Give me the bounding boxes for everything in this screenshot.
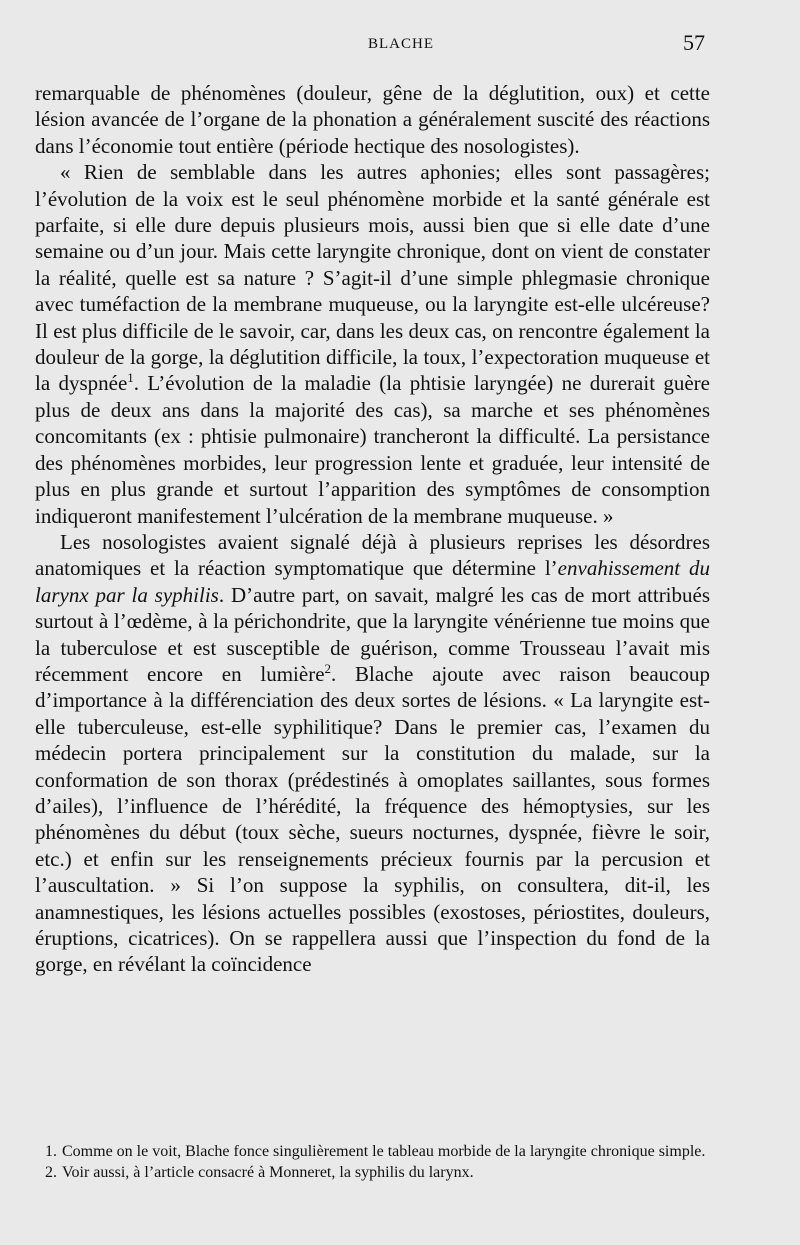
footnote-marker-2: 2 xyxy=(324,660,332,676)
paragraph-3-text-a: Les nosologistes avaient signalé déjà à plusieurs reprises les désordres anatomiques et la réaction symptomatique que détermine l’ xyxy=(35,529,710,581)
paragraph-3-emphasis: envahissement du larynx par la syphilis xyxy=(35,556,710,607)
paragraph-1: remarquable de phénomènes (douleur, gêne de la déglutition, oux) et cette lésion avancée de l’organe de la phonation a généralement suscité des réactions dans l’économie tout entière (période hectique des nosologistes). xyxy=(35,81,710,158)
footnote-marker-1: 1 xyxy=(127,370,134,386)
footnote-2-text: Voir aussi, à l’article consacré à Monneret, la syphilis du larynx. xyxy=(62,1164,474,1181)
paragraph-3-text-b: . D’autre part, on savait, malgré les cas de mort attribués surtout à l’œdème, à la périchondrite, que la laryngite vénérienne tue moins que la tuberculose et est susceptible de guérison, comme Trousseau l’avait mis récemment encore en lumière xyxy=(35,582,711,686)
page-header xyxy=(35,0,710,80)
main-text xyxy=(35,80,710,978)
paragraph-3 xyxy=(35,529,710,978)
paragraph-2-text-b: . L’évolution de la maladie (la phtisie laryngée) ne durerait guère plus de deux ans dans la majorité des cas), sa marche et ses phénomènes concomitants (ex : phtisie pulmonaire) trancheront la difficulté. La persistance des phénomènes morbides, leur progression lente et graduée, leur intensité de plus en plus grande et surtout l’apparition des symptômes de consomption indiqueront manifestement l’ulcération de la membrane muqueuse. » xyxy=(35,371,710,528)
footnote-1 xyxy=(45,1141,710,1162)
footnote-1-number: 1. xyxy=(45,1143,57,1160)
page-number: 57 xyxy=(683,30,705,55)
footnote-1-text: Comme on le voit, Blache fonce singulièrement le tableau morbide de la laryngite chronique simple. xyxy=(62,1143,706,1160)
footnote-2-number: 2. xyxy=(45,1164,57,1181)
paragraph-2 xyxy=(35,159,710,529)
paragraph-3-text-c: . Blache ajoute avec raison beaucoup d’importance à la différenciation des deux sortes de lésions. « La laryngite est-elle tuberculeuse, est-elle syphilitique? Dans le premier cas, l’examen du médecin portera principalement sur la constitution du malade, sur la conformation de son thorax (prédestinés à omoplates saillantes, sous formes d’ailes), l’influence de l’hérédité, la fréquence des hémoptysies, sur les phénomènes du début (toux sèche, sueurs nocturnes, dyspnée, fièvre le soir, etc.) et enfin sur les renseignements précieux fournis par la percusion et l’auscultation. » Si l’on suppose la syphilis, on consultera, dit-il, les anamnestiques, les lésions actuelles possibles (exostoses, périostites, douleurs, éruptions, cicatrices). On se rappellera aussi que l’inspection du fond de la gorge, en révélant la coïncidence xyxy=(35,661,710,977)
footnote-2 xyxy=(45,1162,710,1183)
paragraph-2-text-a: « Rien de semblable dans les autres aphonies; elles sont passagères; l’évolution de la voix est le seul phénomène morbide et la santé générale est parfaite, si elle dure depuis plusieurs mois, aussi bien que si elle date d’une semaine ou d’un jour. Mais cette laryngite chronique, dont on vient de constater la réalité, quelle est sa nature ? S’agit-il d’une simple phlegmasie chronique avec tuméfaction de la membrane muqueuse, ou la laryngite est-elle ulcéreuse? Il est plus difficile de le savoir, car, dans les deux cas, on rencontre également la douleur de la gorge, la déglutition difficile, la toux, l’expectoration muqueuse et la dyspnée xyxy=(35,160,710,396)
running-head: BLACHE xyxy=(368,36,434,52)
footnotes xyxy=(45,1141,710,1183)
